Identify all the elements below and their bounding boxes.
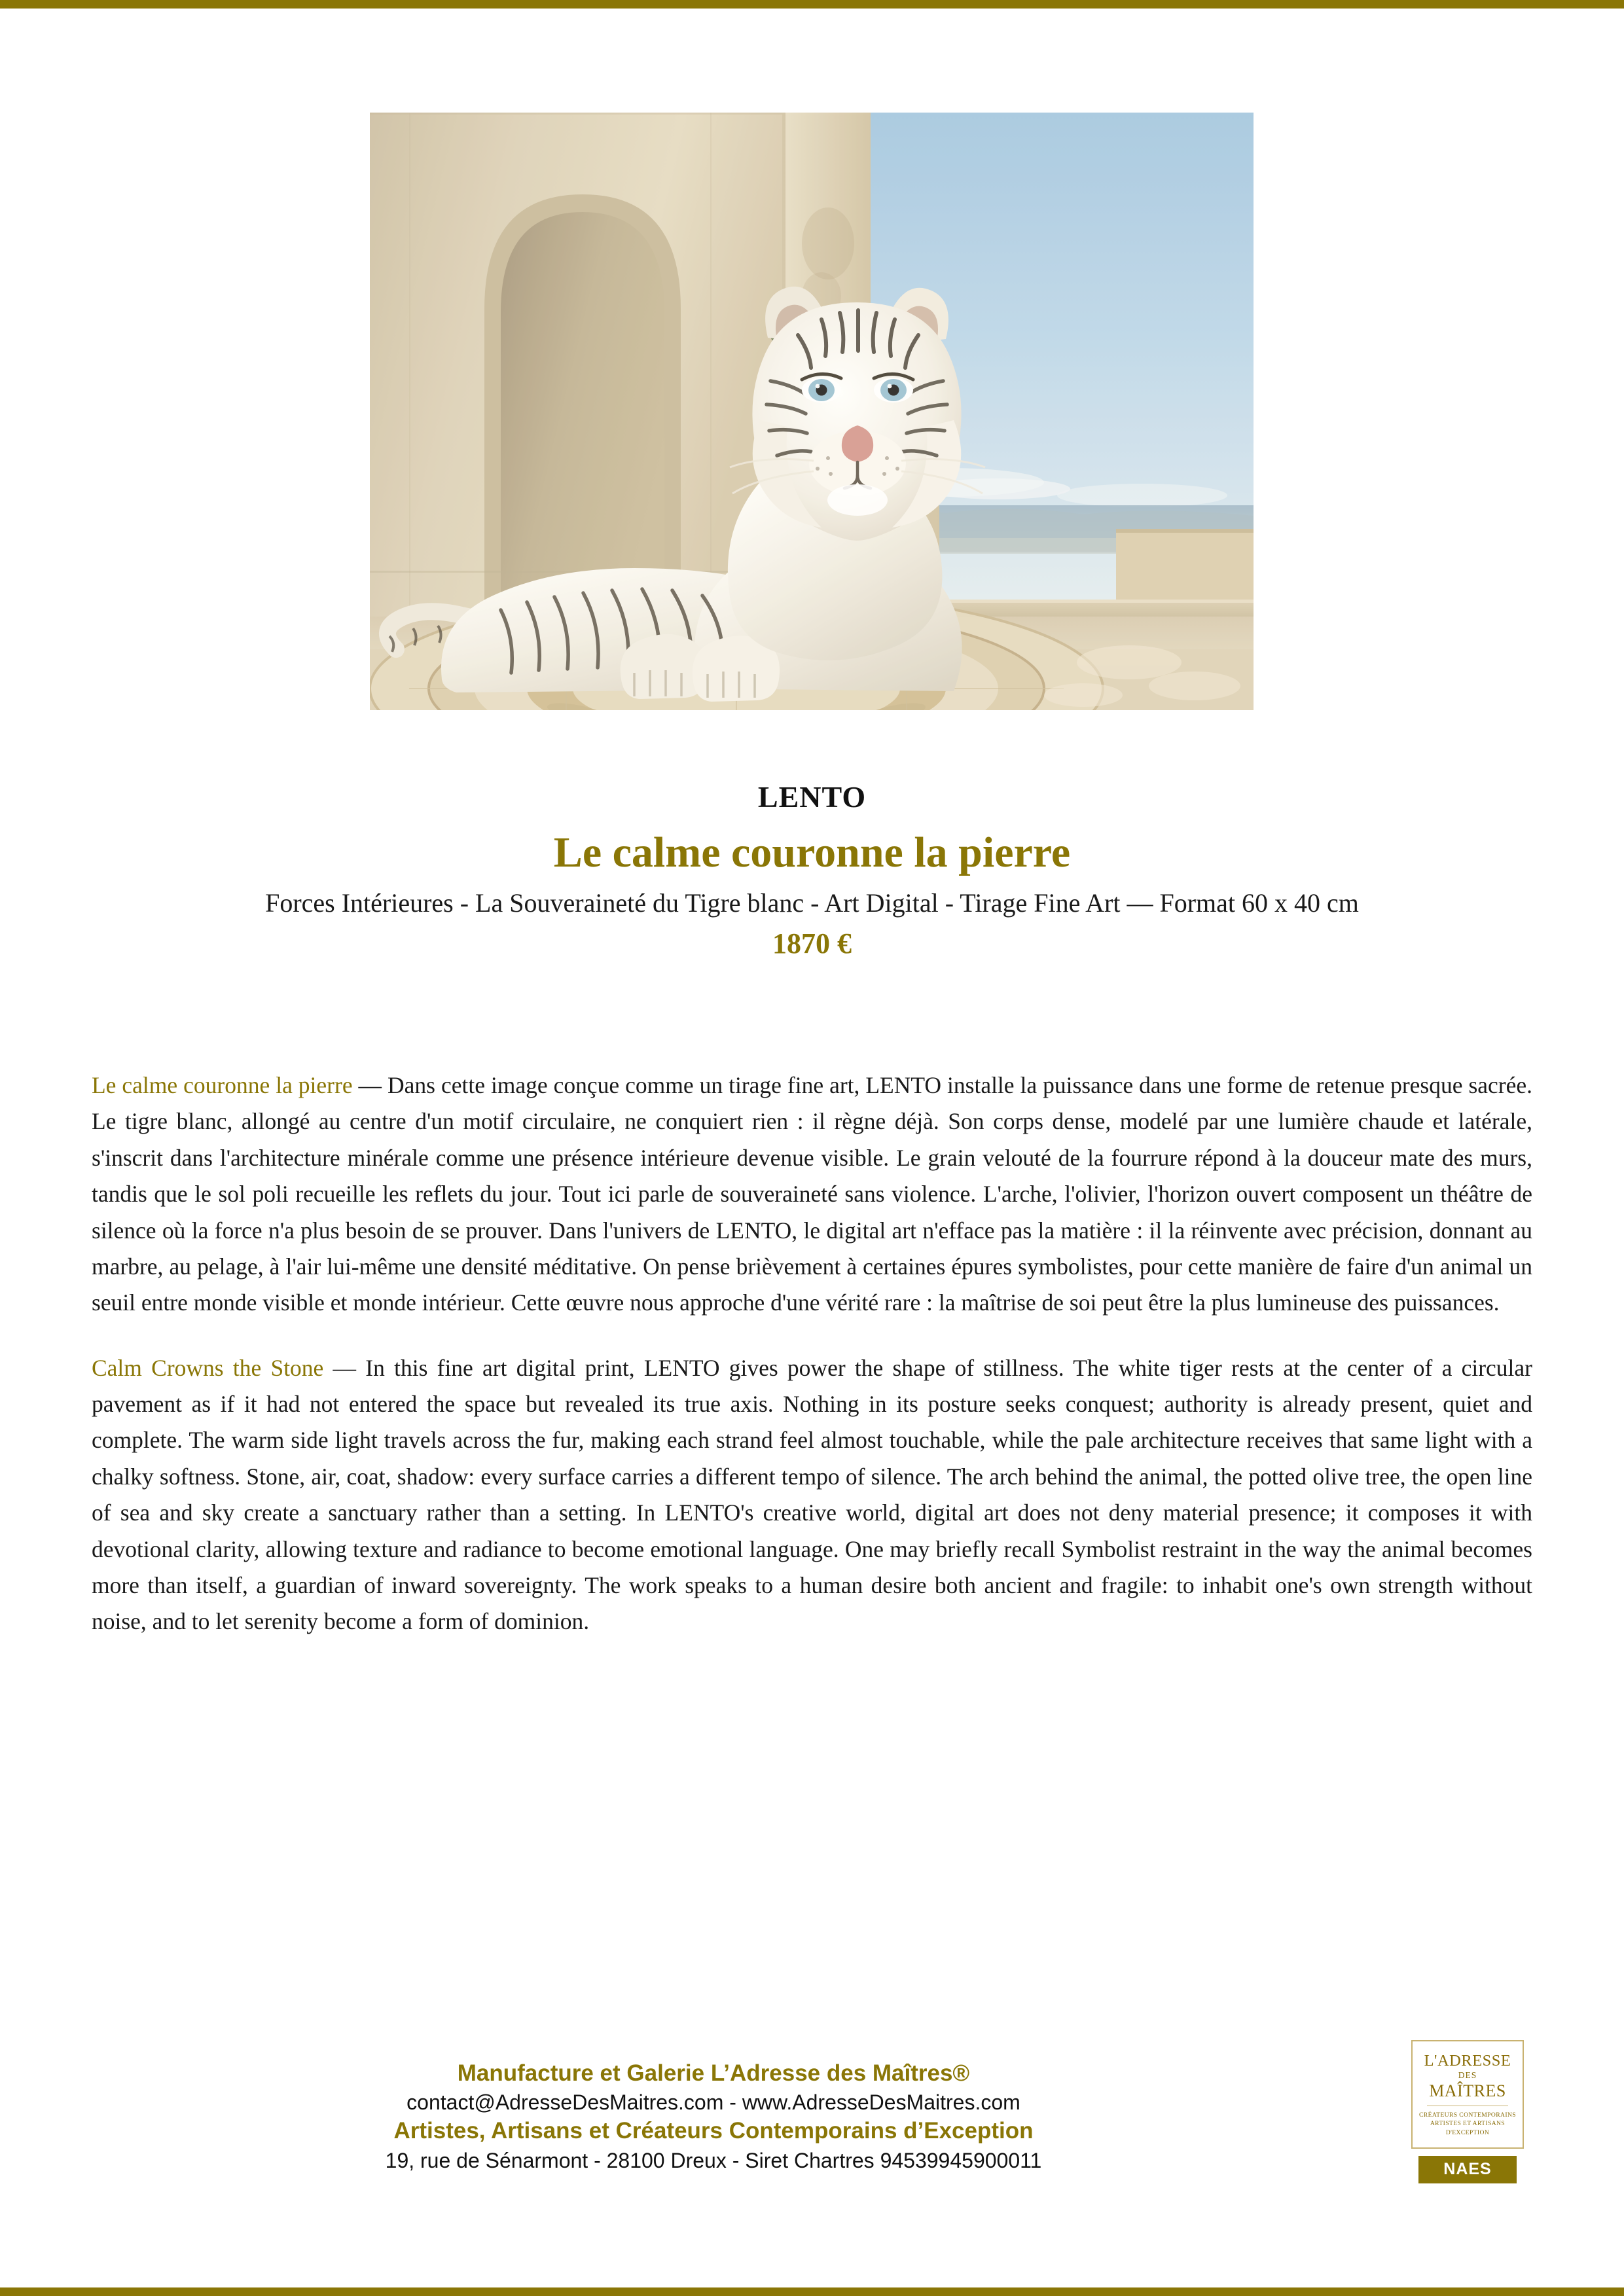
page-title: Le calme couronne la pierre: [553, 828, 1071, 876]
logo-line-maitres: MAÎTRES: [1429, 2081, 1506, 2100]
artist-brand-name: LENTO: [757, 780, 867, 814]
artwork-subtitle: Forces Intérieures - La Souveraineté du Tigre blanc - Art Digital - Tirage Fine Art — Format 60 x 40 cm: [265, 888, 1359, 918]
logo-line-adresse: L'ADRESSE: [1424, 2052, 1511, 2070]
bottom-gold-bar: [0, 2287, 1624, 2296]
logo-subline-artistes: ARTISTES ET ARTISANS: [1430, 2120, 1506, 2128]
artwork-photo: [370, 113, 1254, 710]
logo-subline-exception: D'EXCEPTION: [1445, 2129, 1490, 2137]
description-lead-in-en: Calm Crowns the Stone: [92, 1354, 324, 1381]
artwork-illustration: [370, 113, 1254, 710]
description-body-en: — In this fine art digital print, LENTO gives power the shape of stillness. The white tiger rests at the center of a circular pavement as if it had not entered the space but revealed its true axis. Nothing in its posture seeks conquest; authority is already present, quiet and complete. The warm side light travels across the fur, making each strand feel almost touchable, while the pale architecture receives that same light with a chalky softness. Stone, air, coat, shadow: every surface carries a different tempo of silence. The arch behind the animal, the potted olive tree, the open line of sea and sky create a sanctuary rather than a setting. In LENTO's creative world, digital art does not deny material presence; it composes it with devotional clarity, allowing texture and radiance to become emotional language. One may briefly recall Symbolist restraint in the way the animal becomes more than itself, a guardian of inward sovereignty. The work speaks to a human desire both ancient and fragile: to inhabit one's own strength without noise, and to let serenity become a form of dominion.: [92, 1354, 1532, 1635]
description-body-fr: — Dans cette image conçue comme un tirage fine art, LENTO installe la puissance dans une forme de retenue presque sacrée. Le tigre blanc, allongé au centre d'un motif circulaire, ne conquiert rien : il règne déjà. Son corps dense, modelé par une lumière chaude et latérale, s'inscrit dans l'architecture minérale comme une présence intérieure devenue visible. Le grain velouté de la fourrure répond à la douceur mate des murs, tandis que le sol poli recueille les reflets du jour. Tout ici parle de souveraineté sans violence. L'arche, l'olivier, l'horizon ouvert composent un théâtre de silence où la force n'a plus besoin de se prouver. Dans l'univers de LENTO, le digital art n'efface pas la matière : il la réinvente avec précision, donnant au marbre, au pelage, à l'air lui-même une densité méditative. On pense brièvement à certaines épures symbolistes, pour cette manière de faire d'un animal un seuil entre monde visible et monde intérieur. Cette œuvre nous approche d'une vérité rare : la maîtrise de soi peut être la plus lumineuse des puissances.: [92, 1072, 1532, 1316]
footer-contact-line[interactable]: contact@AdresseDesMaitres.com - www.AdresseDesMaitres.com: [406, 2090, 1020, 2115]
artwork-price: 1870 €: [772, 927, 852, 960]
page-footer: [0, 2040, 1624, 2256]
description-section: [92, 1067, 1532, 1640]
footer-tagline: Artistes, Artisans et Créateurs Contemporains d’Exception: [393, 2118, 1034, 2144]
footer-contact-block: [216, 2058, 1211, 2174]
footer-address: 19, rue de Sénarmont - 28100 Dreux - Siret Chartres 94539945900011: [385, 2148, 1042, 2172]
brand-logo-group: [1411, 2040, 1524, 2183]
logo-line-des: DES: [1458, 2070, 1477, 2081]
adresse-des-maitres-logo: [1411, 2040, 1524, 2149]
title-block: [0, 781, 1624, 961]
logo-subline-createurs: CRÉATEURS CONTEMPORAINS: [1418, 2111, 1517, 2119]
description-paragraph-fr: [92, 1067, 1532, 1321]
description-paragraph-en: [92, 1350, 1532, 1640]
description-lead-in-fr: Le calme couronne la pierre: [92, 1072, 353, 1098]
page-body: [0, 9, 1624, 2287]
naes-badge: NAES: [1418, 2156, 1517, 2183]
top-gold-bar: [0, 0, 1624, 9]
footer-company-name: Manufacture et Galerie L’Adresse des Maîtres®: [457, 2060, 970, 2086]
